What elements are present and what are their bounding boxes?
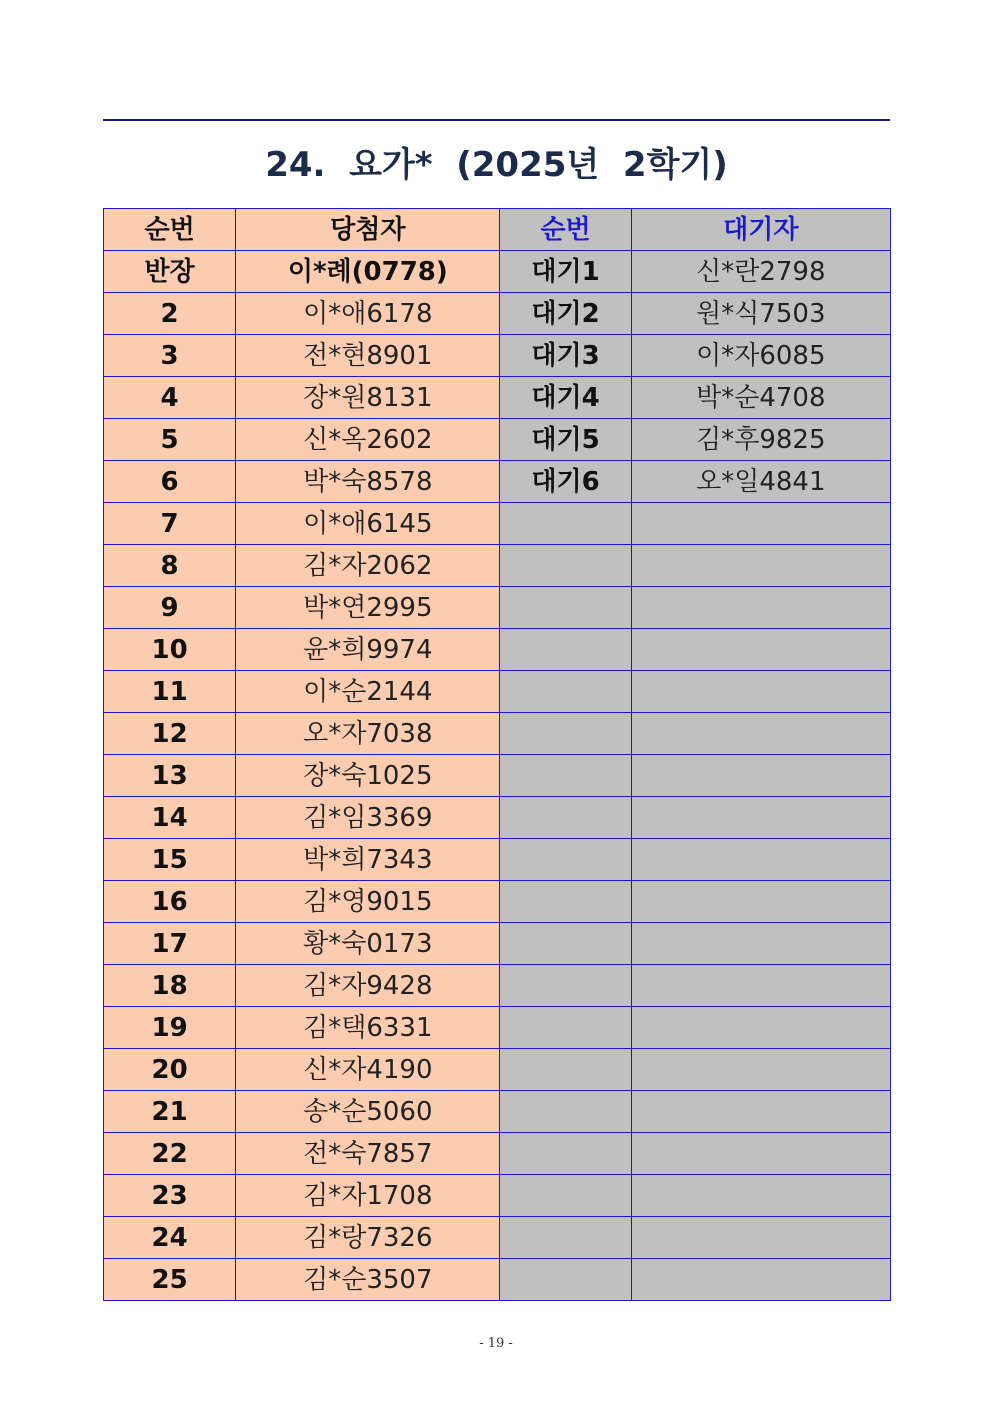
order-cell: 6 bbox=[104, 461, 236, 503]
table-row bbox=[104, 503, 891, 545]
winner-cell: 윤*희9974 bbox=[236, 629, 500, 671]
order-cell: 12 bbox=[104, 713, 236, 755]
table-row bbox=[104, 965, 891, 1007]
waitlist-cell bbox=[631, 1133, 890, 1175]
table-row bbox=[104, 923, 891, 965]
table-row bbox=[104, 1091, 891, 1133]
table-row bbox=[104, 671, 891, 713]
lottery-table bbox=[103, 208, 891, 1301]
winner-cell: 송*순5060 bbox=[236, 1091, 500, 1133]
waitlist-cell bbox=[631, 1259, 890, 1301]
wait-order-cell bbox=[500, 629, 631, 671]
header-waitlist: 대기자 bbox=[631, 209, 890, 251]
winner-cell: 김*영9015 bbox=[236, 881, 500, 923]
waitlist-cell: 박*순4708 bbox=[631, 377, 890, 419]
waitlist-cell bbox=[631, 839, 890, 881]
order-cell: 16 bbox=[104, 881, 236, 923]
table-row bbox=[104, 587, 891, 629]
header-wait-order: 순번 bbox=[500, 209, 631, 251]
winner-cell: 이*례(0778) bbox=[236, 251, 500, 293]
winner-cell: 이*순2144 bbox=[236, 671, 500, 713]
table-row bbox=[104, 1259, 891, 1301]
winner-cell: 신*자4190 bbox=[236, 1049, 500, 1091]
header-winner: 당첨자 bbox=[236, 209, 500, 251]
wait-order-cell bbox=[500, 923, 631, 965]
waitlist-cell: 신*란2798 bbox=[631, 251, 890, 293]
waitlist-cell bbox=[631, 965, 890, 1007]
waitlist-cell bbox=[631, 713, 890, 755]
table-row bbox=[104, 797, 891, 839]
winner-cell: 황*숙0173 bbox=[236, 923, 500, 965]
waitlist-cell: 오*일4841 bbox=[631, 461, 890, 503]
table-row bbox=[104, 713, 891, 755]
order-cell: 24 bbox=[104, 1217, 236, 1259]
waitlist-cell: 김*후9825 bbox=[631, 419, 890, 461]
wait-order-cell: 대기3 bbox=[500, 335, 631, 377]
winner-cell: 전*현8901 bbox=[236, 335, 500, 377]
winner-cell: 김*자9428 bbox=[236, 965, 500, 1007]
winner-cell: 김*택6331 bbox=[236, 1007, 500, 1049]
order-cell: 21 bbox=[104, 1091, 236, 1133]
table-row bbox=[104, 881, 891, 923]
waitlist-cell bbox=[631, 503, 890, 545]
table-row bbox=[104, 1175, 891, 1217]
table-row bbox=[104, 1049, 891, 1091]
wait-order-cell: 대기2 bbox=[500, 293, 631, 335]
order-cell: 2 bbox=[104, 293, 236, 335]
winner-cell: 오*자7038 bbox=[236, 713, 500, 755]
wait-order-cell bbox=[500, 503, 631, 545]
wait-order-cell bbox=[500, 1259, 631, 1301]
waitlist-cell bbox=[631, 797, 890, 839]
table-row bbox=[104, 1217, 891, 1259]
order-cell: 3 bbox=[104, 335, 236, 377]
winner-cell: 전*숙7857 bbox=[236, 1133, 500, 1175]
table-row bbox=[104, 755, 891, 797]
wait-order-cell: 대기6 bbox=[500, 461, 631, 503]
winner-cell: 김*자1708 bbox=[236, 1175, 500, 1217]
order-cell: 10 bbox=[104, 629, 236, 671]
order-cell: 5 bbox=[104, 419, 236, 461]
waitlist-cell: 원*식7503 bbox=[631, 293, 890, 335]
waitlist-cell bbox=[631, 1217, 890, 1259]
waitlist-cell bbox=[631, 1175, 890, 1217]
wait-order-cell bbox=[500, 1049, 631, 1091]
winner-cell: 장*숙1025 bbox=[236, 755, 500, 797]
waitlist-cell bbox=[631, 923, 890, 965]
table-row bbox=[104, 1133, 891, 1175]
wait-order-cell bbox=[500, 1175, 631, 1217]
table-row bbox=[104, 839, 891, 881]
waitlist-cell bbox=[631, 587, 890, 629]
waitlist-cell bbox=[631, 755, 890, 797]
wait-order-cell bbox=[500, 713, 631, 755]
header-order: 순번 bbox=[104, 209, 236, 251]
table-row bbox=[104, 293, 891, 335]
order-cell: 11 bbox=[104, 671, 236, 713]
winner-cell: 이*애6145 bbox=[236, 503, 500, 545]
top-rule bbox=[103, 119, 890, 121]
winner-cell: 박*희7343 bbox=[236, 839, 500, 881]
table-row bbox=[104, 251, 891, 293]
page-number: - 19 - bbox=[479, 1336, 513, 1351]
order-cell: 14 bbox=[104, 797, 236, 839]
wait-order-cell bbox=[500, 881, 631, 923]
wait-order-cell bbox=[500, 587, 631, 629]
wait-order-cell bbox=[500, 1007, 631, 1049]
wait-order-cell bbox=[500, 545, 631, 587]
wait-order-cell bbox=[500, 965, 631, 1007]
waitlist-cell bbox=[631, 1091, 890, 1133]
table-row bbox=[104, 1007, 891, 1049]
winner-cell: 신*옥2602 bbox=[236, 419, 500, 461]
table-row bbox=[104, 545, 891, 587]
order-cell: 반장 bbox=[104, 251, 236, 293]
table-row bbox=[104, 377, 891, 419]
table-row bbox=[104, 629, 891, 671]
winner-cell: 이*애6178 bbox=[236, 293, 500, 335]
order-cell: 25 bbox=[104, 1259, 236, 1301]
order-cell: 18 bbox=[104, 965, 236, 1007]
table-body bbox=[104, 251, 891, 1301]
order-cell: 15 bbox=[104, 839, 236, 881]
winner-cell: 김*자2062 bbox=[236, 545, 500, 587]
order-cell: 13 bbox=[104, 755, 236, 797]
waitlist-cell bbox=[631, 1049, 890, 1091]
wait-order-cell bbox=[500, 671, 631, 713]
order-cell: 22 bbox=[104, 1133, 236, 1175]
wait-order-cell bbox=[500, 1091, 631, 1133]
wait-order-cell: 대기5 bbox=[500, 419, 631, 461]
order-cell: 9 bbox=[104, 587, 236, 629]
waitlist-cell bbox=[631, 1007, 890, 1049]
table-row bbox=[104, 335, 891, 377]
winner-cell: 박*연2995 bbox=[236, 587, 500, 629]
wait-order-cell: 대기4 bbox=[500, 377, 631, 419]
waitlist-cell: 이*자6085 bbox=[631, 335, 890, 377]
wait-order-cell bbox=[500, 755, 631, 797]
wait-order-cell bbox=[500, 797, 631, 839]
order-cell: 23 bbox=[104, 1175, 236, 1217]
order-cell: 7 bbox=[104, 503, 236, 545]
winner-cell: 김*임3369 bbox=[236, 797, 500, 839]
waitlist-cell bbox=[631, 629, 890, 671]
order-cell: 19 bbox=[104, 1007, 236, 1049]
waitlist-cell bbox=[631, 671, 890, 713]
winner-cell: 장*원8131 bbox=[236, 377, 500, 419]
page-title: 24. 요가* (2025년 2학기) bbox=[265, 145, 728, 185]
waitlist-cell bbox=[631, 545, 890, 587]
wait-order-cell: 대기1 bbox=[500, 251, 631, 293]
table-row bbox=[104, 461, 891, 503]
wait-order-cell bbox=[500, 1217, 631, 1259]
winner-cell: 김*순3507 bbox=[236, 1259, 500, 1301]
wait-order-cell bbox=[500, 839, 631, 881]
winner-cell: 김*랑7326 bbox=[236, 1217, 500, 1259]
table-header-row bbox=[104, 209, 891, 251]
order-cell: 20 bbox=[104, 1049, 236, 1091]
order-cell: 8 bbox=[104, 545, 236, 587]
order-cell: 4 bbox=[104, 377, 236, 419]
order-cell: 17 bbox=[104, 923, 236, 965]
table-row bbox=[104, 419, 891, 461]
waitlist-cell bbox=[631, 881, 890, 923]
winner-cell: 박*숙8578 bbox=[236, 461, 500, 503]
wait-order-cell bbox=[500, 1133, 631, 1175]
